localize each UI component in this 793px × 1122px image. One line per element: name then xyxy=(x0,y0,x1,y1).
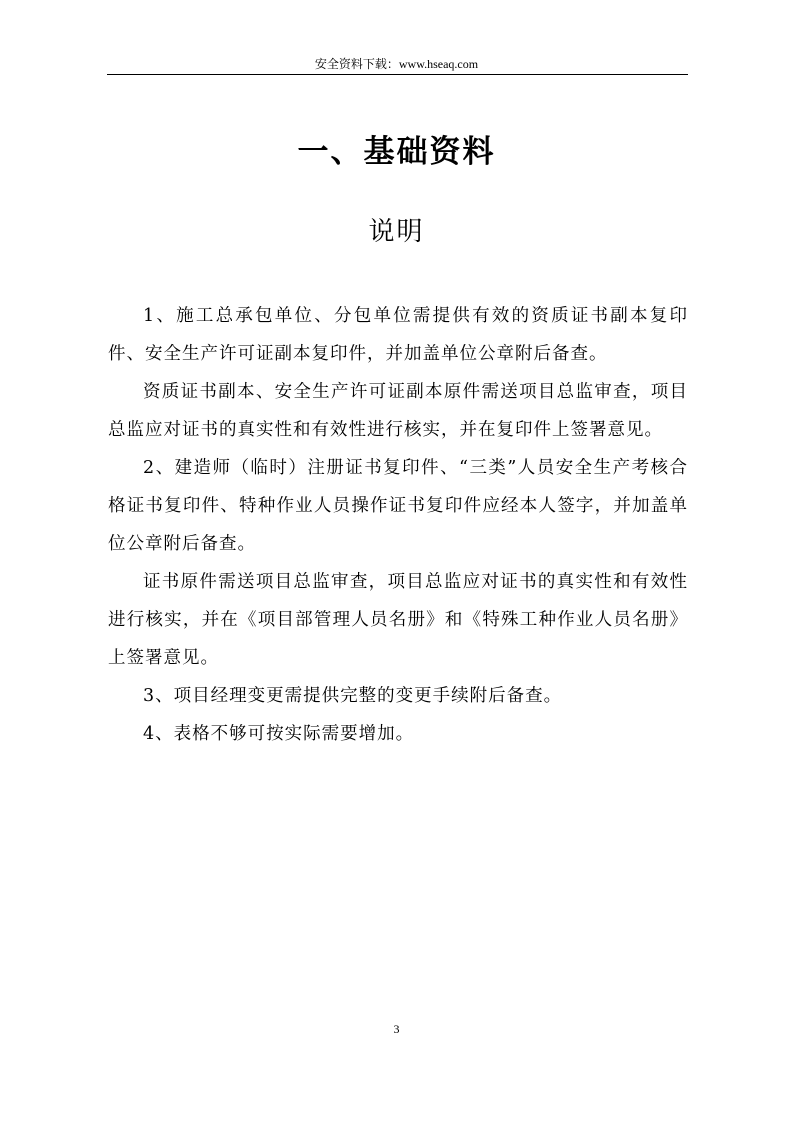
page-title: 一、基础资料 xyxy=(297,134,496,170)
paragraph-2: 资质证书副本、安全生产许可证副本原件需送项目总监审查，项目总监应对证书的真实性和有效性进行核实，并在复印件上签署意见。 xyxy=(108,382,688,440)
page-number: 3 xyxy=(393,1022,400,1036)
page-header-text: 安全资料下载：www.hseaq.com xyxy=(314,57,479,71)
paragraph-4: 证书原件需送项目总监审查，项目总监应对证书的真实性和有效性进行核实，并在《项目部管理人员名册》和《特殊工种作业人员名册》上签署意见。 xyxy=(108,572,688,668)
header-divider xyxy=(107,74,688,75)
paragraph-1: 1、施工总承包单位、分包单位需提供有效的资质证书副本复印件、安全生产许可证副本复印件，并加盖单位公章附后备查。 xyxy=(108,306,688,364)
paragraph-6: 4、表格不够可按实际需要增加。 xyxy=(143,724,415,744)
paragraph-3: 2、建造师（临时）注册证书复印件、“三类”人员安全生产考核合格证书复印件、特种作业人员操作证书复印件应经本人签字，并加盖单位公章附后备查。 xyxy=(108,458,688,554)
section-subtitle: 说明 xyxy=(368,217,425,247)
paragraph-5: 3、项目经理变更需提供完整的变更手续附后备查。 xyxy=(143,686,563,706)
body-content xyxy=(108,297,688,753)
